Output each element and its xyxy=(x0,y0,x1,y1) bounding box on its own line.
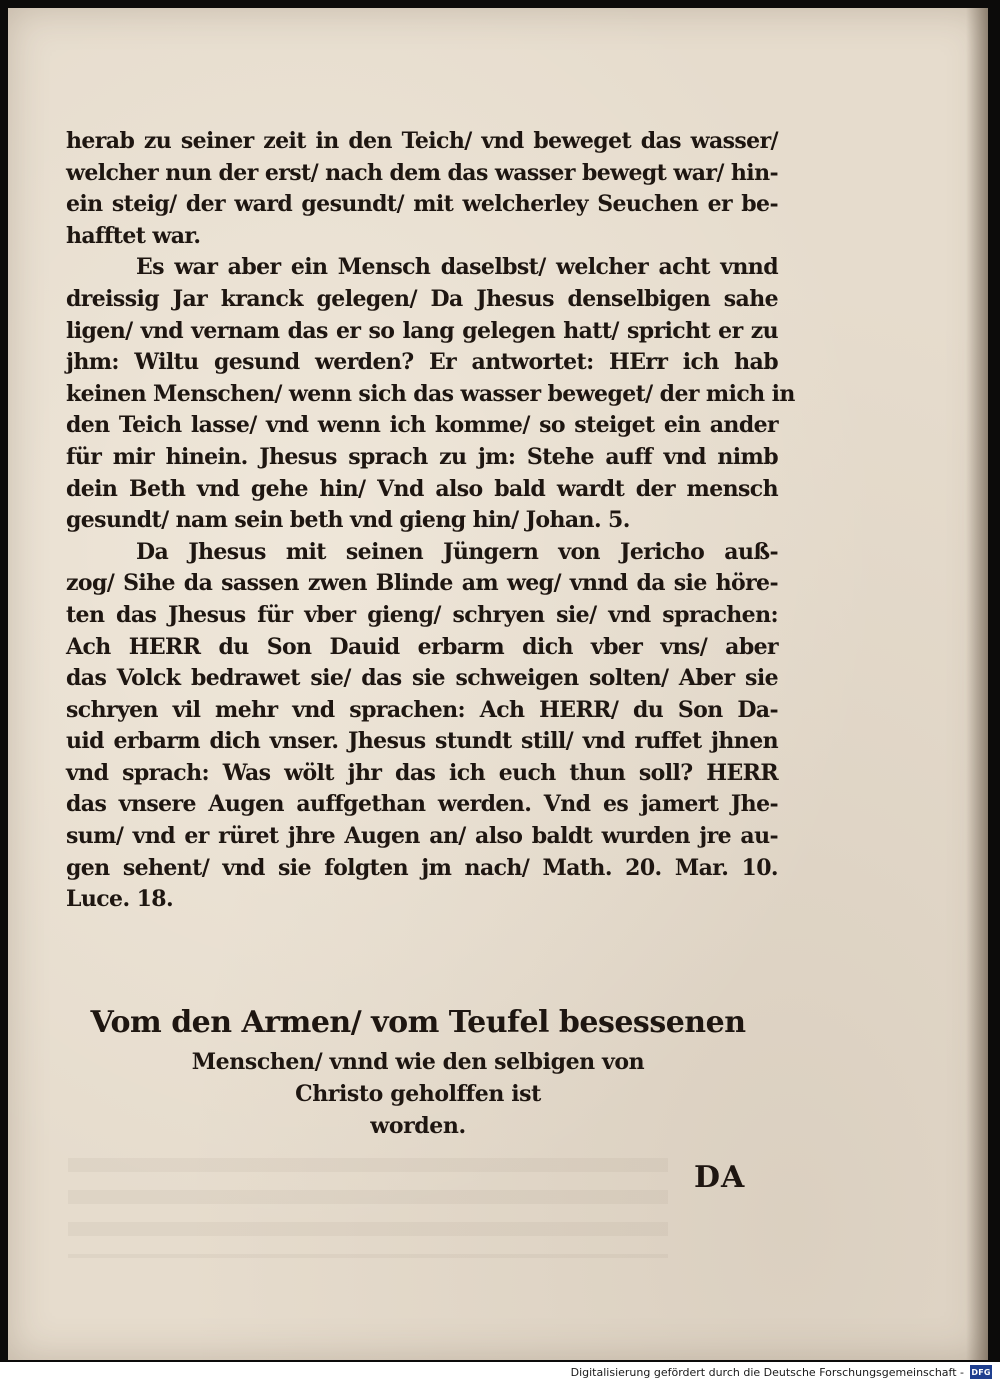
text-line: jhm: Wiltu gesund werden? Er antwortet: HErr ich hab xyxy=(66,349,778,376)
text-line: Da Jhesus mit seinen Jüngern von Jericho auß- xyxy=(136,538,778,565)
funding-notice: Digitalisierung gefördert durch die Deutsche Forschungsgemeinschaft - xyxy=(570,1365,964,1379)
section-heading xyxy=(88,1000,748,1142)
heading-line: Menschen/ vnnd wie den selbigen von xyxy=(191,1049,645,1075)
text-line: schryen vil mehr vnd sprachen: Ach HERR/ du Son Da- xyxy=(66,696,778,723)
text-line: Luce. 18. xyxy=(66,886,174,913)
page-gutter-shadow xyxy=(966,8,988,1360)
text-line: vnd sprach: Was wölt jhr das ich euch thun soll? HERR xyxy=(66,759,778,786)
text-line: Ach HERR du Son Dauid erbarm dich vber vns/ aber xyxy=(66,633,778,660)
text-line: ligen/ vnd vernam das er so lang gelegen hatt/ spricht er zu xyxy=(66,317,778,344)
text-line: ten das Jhesus für vber gieng/ schryen sie/ vnd sprachen: xyxy=(66,601,778,628)
text-line: Es war aber ein Mensch daselbst/ welcher acht vnnd xyxy=(136,254,778,281)
dfg-logo-icon: DFG xyxy=(970,1365,992,1379)
text-line: das Volck bedrawet sie/ das sie schweigen solten/ Aber sie xyxy=(66,665,778,692)
text-line: gen sehent/ vnd sie folgten jm nach/ Math. 20. Mar. 10. xyxy=(66,854,778,881)
text-line: den Teich lasse/ vnd wenn ich komme/ so steiget ein ander xyxy=(66,412,778,439)
heading-line: worden. xyxy=(370,1113,466,1139)
text-line: ein steig/ der ward gesundt/ mit welcherley Seuchen er be- xyxy=(66,191,778,218)
catchword: DA xyxy=(694,1160,746,1195)
text-line: das vnsere Augen auffgethan werden. Vnd es jamert Jhe- xyxy=(66,791,778,818)
body-text xyxy=(66,126,795,916)
heading-line: Christo geholffen ist xyxy=(295,1081,541,1107)
text-line: hafftet war. xyxy=(66,222,201,249)
text-line: für mir hinein. Jhesus sprach zu jm: Stehe auff vnd nimb xyxy=(66,443,778,470)
text-line: dein Beth vnd gehe hin/ Vnd also bald wardt der mensch xyxy=(66,475,778,502)
text-line: keinen Menschen/ wenn sich das wasser beweget/ der mich in xyxy=(66,380,795,407)
text-line: uid erbarm dich vnser. Jhesus stundt still/ vnd ruffet jhnen xyxy=(66,728,778,755)
footer xyxy=(571,1362,992,1382)
bleed-through-shadow xyxy=(68,1158,668,1258)
text-line: dreissig Jar kranck gelegen/ Da Jhesus denselbigen sahe xyxy=(66,285,778,312)
heading-line: Vom den Armen/ vom Teufel besessenen xyxy=(90,1005,746,1040)
text-line: zog/ Sihe da sassen zwen Blinde am weg/ vnnd da sie höre- xyxy=(66,570,778,597)
text-line: welcher nun der erst/ nach dem das wasser bewegt war/ hin- xyxy=(66,159,778,186)
book-page xyxy=(8,8,988,1360)
text-line: herab zu seiner zeit in den Teich/ vnd beweget das wasser/ xyxy=(66,128,778,154)
text-line: gesundt/ nam sein beth vnd gieng hin/ Johan. 5. xyxy=(66,507,630,534)
text-line: sum/ vnd er rüret jhre Augen an/ also baldt wurden jre au- xyxy=(66,823,778,850)
